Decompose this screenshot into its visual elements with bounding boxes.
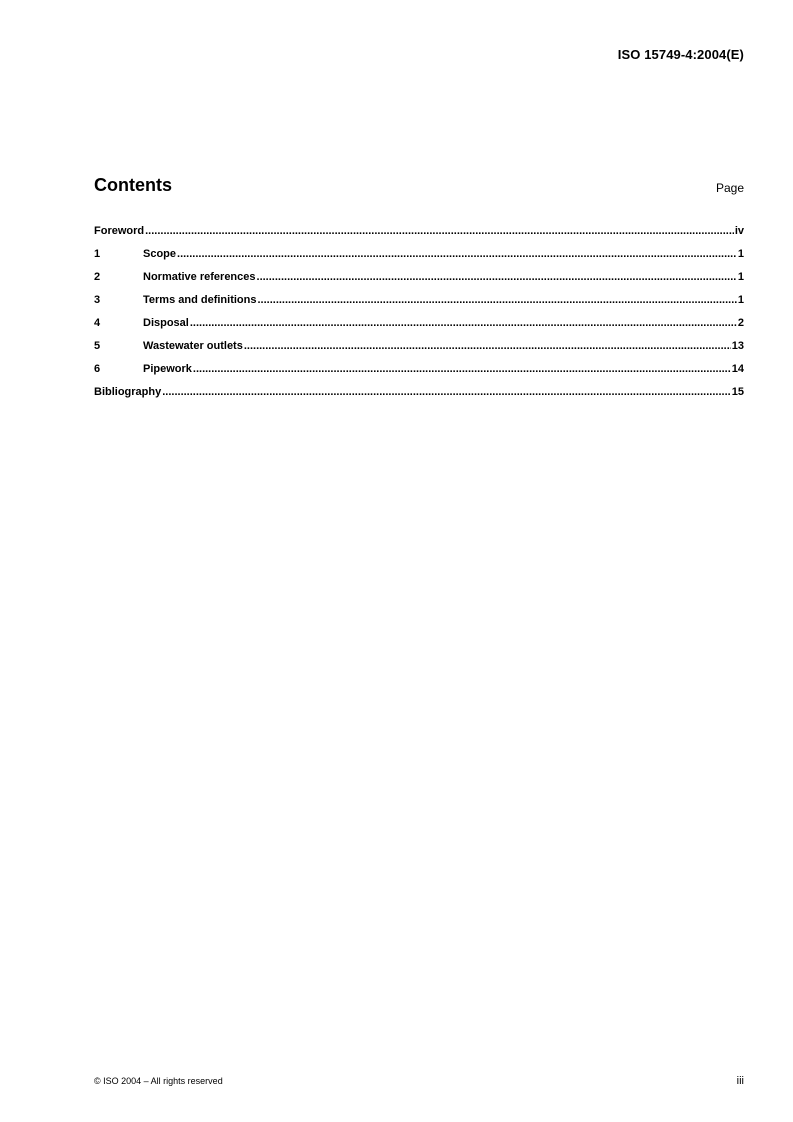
toc-entry-page: 2	[737, 317, 744, 329]
toc-entry-terms-and-definitions[interactable]	[94, 294, 744, 317]
toc-entry-page: 13	[731, 340, 744, 352]
toc-entry-title: Wastewater outlets	[143, 340, 243, 352]
toc-entry-title: Normative references	[143, 271, 256, 283]
toc-entry-number: 5	[94, 340, 101, 352]
toc-leader-dots	[257, 294, 736, 306]
toc-entry-bibliography[interactable]	[94, 386, 744, 409]
toc-entry-number: 1	[94, 248, 101, 260]
toc-leader-dots	[193, 363, 731, 375]
page-number: iii	[736, 1075, 744, 1087]
toc-leader-dots	[244, 340, 731, 352]
toc-entry-disposal[interactable]	[94, 317, 744, 340]
toc-entry-number: 4	[94, 317, 101, 329]
toc-entry-foreword[interactable]	[94, 225, 744, 248]
toc-entry-pipework[interactable]	[94, 363, 744, 386]
toc-entry-wastewater-outlets[interactable]	[94, 340, 744, 363]
toc-entry-title: Scope	[143, 248, 177, 260]
toc-entry-title: Bibliography	[94, 386, 162, 398]
toc-entry-page: 1	[737, 294, 744, 306]
document-id: ISO 15749-4:2004(E)	[617, 47, 744, 62]
toc-entry-title: Foreword	[94, 225, 145, 237]
toc-entry-page: iv	[734, 225, 744, 237]
contents-heading: Contents	[94, 175, 172, 195]
toc-leader-dots	[162, 386, 731, 398]
toc-entry-page: 1	[737, 248, 744, 260]
toc-entry-title: Pipework	[143, 363, 192, 375]
toc-entry-title: Terms and definitions	[143, 294, 257, 306]
toc-entry-title: Disposal	[143, 317, 189, 329]
toc-entry-page: 14	[731, 363, 744, 375]
toc-entry-page: 15	[731, 386, 744, 398]
table-of-contents	[94, 225, 744, 409]
copyright-notice: © ISO 2004 – All rights reserved	[94, 1076, 223, 1086]
toc-entry-number: 3	[94, 294, 101, 306]
page-column-heading: Page	[715, 181, 744, 195]
toc-entry-scope[interactable]	[94, 248, 744, 271]
toc-entry-number: 2	[94, 271, 101, 283]
toc-entry-page: 1	[737, 271, 744, 283]
toc-leader-dots	[257, 271, 737, 283]
toc-leader-dots	[145, 225, 734, 237]
toc-entry-number: 6	[94, 363, 101, 375]
toc-entry-normative-references[interactable]	[94, 271, 744, 294]
toc-leader-dots	[190, 317, 737, 329]
toc-leader-dots	[177, 248, 737, 260]
